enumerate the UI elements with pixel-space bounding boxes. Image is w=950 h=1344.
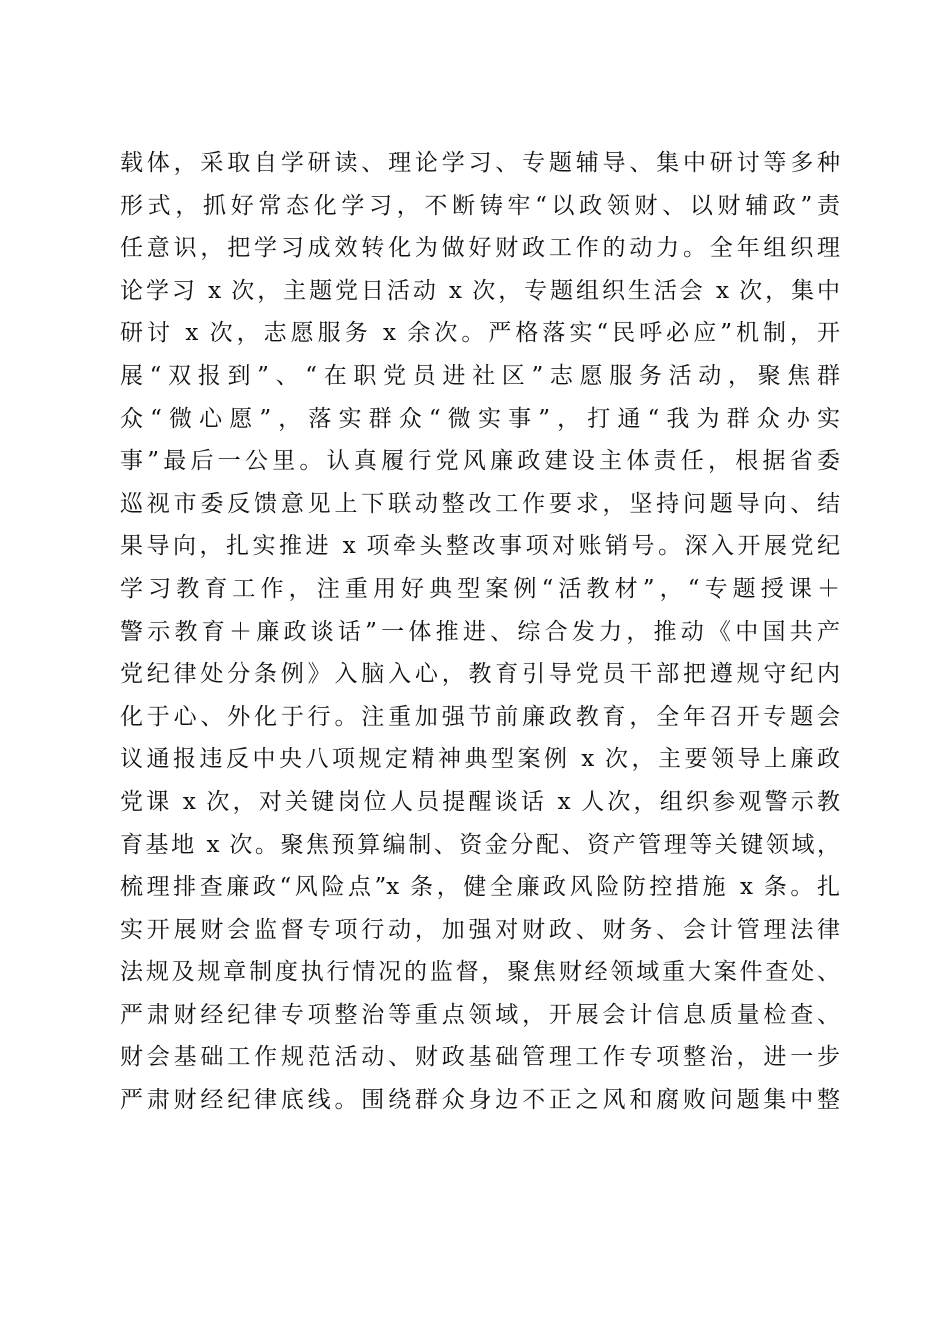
text-line: 党课 x 次，对关键岗位人员提醒谈话 x 人次，组织参观警示教 [120,788,840,815]
text-line: 学习教育工作，注重用好典型案例“活教材”，“专题授课＋ [120,575,840,602]
text-line: 议通报违反中央八项规定精神典型案例 x 次，主要领导上廉政 [120,746,840,773]
text-line: 事”最后一公里。认真履行党风廉政建设主体责任，根据省委 [120,448,840,475]
text-line: 形式，抓好常态化学习，不断铸牢“以政领财、以财辅政”责 [120,192,840,219]
text-line: 严肃财经纪律底线。围绕群众身边不正之风和腐败问题集中整 [120,1087,840,1114]
text-line: 化于心、外化于行。注重加强节前廉政教育，全年召开专题会 [120,703,840,730]
text-line: 巡视市委反馈意见上下联动整改工作要求，坚持问题导向、结 [120,490,840,517]
text-line: 党纪律处分条例》入脑入心，教育引导党员干部把遵规守纪内 [120,661,840,688]
text-line: 财会基础工作规范活动、财政基础管理工作专项整治，进一步 [120,1044,840,1071]
text-line: 众“微心愿”，落实群众“微实事”，打通“我为群众办实 [120,405,840,432]
text-line: 法规及规章制度执行情况的监督，聚焦财经领域重大案件查处、 [120,959,840,986]
text-line: 严肃财经纪律专项整治等重点领域，开展会计信息质量检查、 [120,1001,840,1028]
text-line: 研讨 x 次，志愿服务 x 余次。严格落实“民呼必应”机制，开 [120,320,840,347]
body-text [120,142,840,1122]
text-line: 育基地 x 次。聚焦预算编制、资金分配、资产管理等关键领域， [120,831,840,858]
text-line: 实开展财会监督专项行动，加强对财政、财务、会计管理法律 [120,916,840,943]
text-line: 警示教育＋廉政谈话”一体推进、综合发力，推动《中国共产 [120,618,840,645]
text-line: 载体，采取自学研读、理论学习、专题辅导、集中研讨等多种 [120,150,840,176]
text-line: 果导向，扎实推进 x 项牵头整改事项对账销号。深入开展党纪 [120,533,840,560]
text-line: 梳理排查廉政“风险点”x 条，健全廉政风险防控措施 x 条。扎 [120,874,840,901]
text-line: 论学习 x 次，主题党日活动 x 次，专题组织生活会 x 次，集中 [120,277,840,304]
text-line: 任意识，把学习成效转化为做好财政工作的动力。全年组织理 [120,235,840,262]
text-line: 展“双报到”、“在职党员进社区”志愿服务活动，聚焦群 [120,362,840,389]
